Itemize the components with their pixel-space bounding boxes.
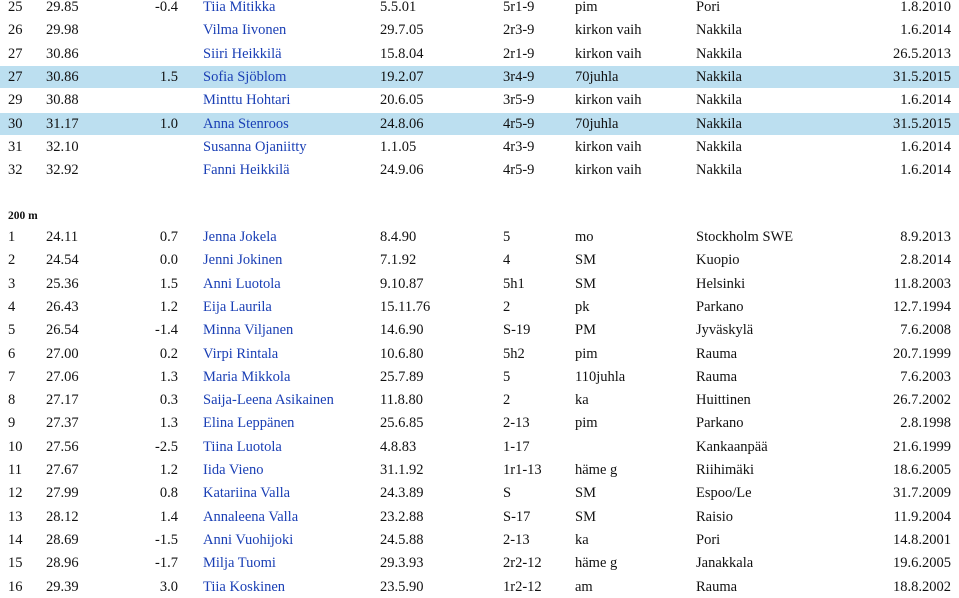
table-row: [0, 552, 959, 574]
cell-cat: 4r5-9: [503, 162, 535, 179]
table-row: [0, 43, 959, 65]
cell-time: 31.17: [46, 115, 79, 132]
cell-place: Nakkila: [696, 138, 742, 155]
cell-comp: PM: [575, 322, 596, 339]
cell-rank: 10: [8, 438, 23, 455]
cell-cat: 5h2: [503, 345, 525, 362]
cell-name[interactable]: Minttu Hohtari: [203, 92, 291, 109]
table-row: [0, 319, 959, 341]
cell-place: Nakkila: [696, 162, 742, 179]
cell-cat: 3r4-9: [503, 68, 535, 85]
cell-place: Riihimäki: [696, 462, 754, 478]
cell-name[interactable]: Siiri Heikkilä: [203, 45, 282, 62]
cell-time: 27.67: [46, 462, 79, 478]
cell-place: Kuopio: [696, 252, 740, 269]
cell-place: Rauma: [696, 368, 738, 385]
cell-date: 26.7.2002: [893, 392, 951, 409]
cell-dob: 19.2.07: [380, 68, 424, 85]
cell-name[interactable]: Maria Mikkola: [203, 368, 291, 385]
table-row: [0, 19, 959, 41]
cell-cat: 5r1-9: [503, 0, 535, 15]
cell-date: 11.8.2003: [893, 275, 951, 292]
cell-name[interactable]: Katariina Valla: [203, 485, 291, 502]
cell-dob: 31.1.92: [380, 462, 424, 478]
table-row: [0, 296, 959, 318]
cell-rank: 32: [8, 162, 23, 179]
cell-dob: 23.5.90: [380, 578, 424, 595]
cell-name[interactable]: Anni Luotola: [203, 275, 281, 292]
cell-cat: 5: [503, 368, 511, 385]
cell-rank: 12: [8, 485, 23, 502]
cell-name[interactable]: Anna Stenroos: [203, 115, 289, 132]
cell-dob: 25.7.89: [380, 368, 424, 385]
cell-comp: mo: [575, 229, 594, 245]
cell-dob: 29.3.93: [380, 555, 424, 572]
cell-name[interactable]: Tiia Mitikka: [203, 0, 276, 15]
cell-dob: 15.8.04: [380, 45, 424, 62]
cell-wind: 1.3: [159, 415, 178, 432]
cell-date: 14.8.2001: [893, 531, 951, 548]
table-row: [0, 0, 959, 18]
cell-comp: SM: [575, 252, 596, 269]
table-row: [0, 389, 959, 411]
cell-time: 27.06: [46, 368, 79, 385]
cell-comp: kirkon vaih: [575, 92, 642, 109]
cell-wind: 1.2: [159, 462, 178, 478]
cell-name[interactable]: Annaleena Valla: [203, 508, 299, 525]
cell-comp: SM: [575, 275, 596, 292]
cell-place: Raisio: [696, 508, 734, 525]
cell-name[interactable]: Virpi Rintala: [203, 345, 279, 362]
cell-place: Helsinki: [696, 275, 746, 292]
cell-place: Janakkala: [696, 555, 754, 572]
cell-comp: pim: [575, 415, 598, 432]
cell-time: 32.92: [46, 162, 79, 179]
cell-place: Nakkila: [696, 92, 742, 109]
cell-comp: SM: [575, 508, 596, 525]
table-row: [0, 576, 959, 598]
cell-rank: 11: [8, 462, 22, 478]
cell-name[interactable]: Anni Vuohijoki: [203, 531, 294, 548]
cell-rank: 7: [8, 368, 16, 385]
cell-cat: 1r1-13: [503, 462, 542, 478]
cell-time: 30.86: [46, 45, 79, 62]
cell-place: Pori: [696, 0, 721, 15]
table-row: [0, 529, 959, 551]
cell-rank: 9: [8, 415, 16, 432]
cell-dob: 20.6.05: [380, 92, 424, 109]
cell-wind: -0.4: [155, 0, 178, 15]
cell-comp: kirkon vaih: [575, 162, 642, 179]
cell-wind: -2.5: [155, 438, 178, 455]
table-row: [0, 482, 959, 504]
cell-date: 1.6.2014: [900, 162, 951, 179]
cell-date: 31.5.2015: [893, 68, 951, 85]
cell-rank: 13: [8, 508, 23, 525]
cell-cat: 2-13: [503, 531, 530, 548]
cell-date: 19.6.2005: [893, 555, 951, 572]
cell-cat: 2: [503, 298, 511, 315]
cell-dob: 9.10.87: [380, 275, 424, 292]
cell-cat: 4r3-9: [503, 138, 535, 155]
cell-time: 24.11: [46, 229, 79, 245]
cell-wind: -1.7: [155, 555, 178, 572]
cell-date: 2.8.2014: [900, 252, 951, 269]
cell-place: Espoo/Le: [696, 485, 752, 502]
cell-date: 1.6.2014: [900, 22, 951, 39]
cell-cat: 1r2-12: [503, 578, 542, 595]
cell-cat: 4: [503, 252, 511, 269]
cell-rank: 15: [8, 555, 23, 572]
cell-dob: 4.8.83: [380, 438, 417, 455]
cell-place: Nakkila: [696, 68, 742, 85]
cell-rank: 5: [8, 322, 16, 339]
cell-comp: häme g: [575, 462, 618, 478]
cell-dob: 25.6.85: [380, 415, 424, 432]
cell-dob: 15.11.76: [380, 298, 431, 315]
cell-cat: 5: [503, 229, 511, 245]
cell-name[interactable]: Saija-Leena Asikainen: [203, 392, 334, 409]
cell-wind: 3.0: [159, 578, 178, 595]
cell-comp: kirkon vaih: [575, 22, 642, 39]
cell-wind: 1.2: [159, 298, 178, 315]
table-row: [0, 506, 959, 528]
cell-time: 26.54: [46, 322, 79, 339]
cell-dob: 29.7.05: [380, 22, 424, 39]
table-row: [0, 436, 959, 458]
cell-comp: pim: [575, 345, 598, 362]
cell-wind: 0.8: [159, 485, 178, 502]
cell-time: 29.98: [46, 22, 79, 39]
cell-name[interactable]: Eija Laurila: [203, 298, 272, 315]
cell-cat: 2-13: [503, 415, 530, 432]
cell-time: 30.88: [46, 92, 79, 109]
cell-cat: 3r5-9: [503, 92, 535, 109]
table-row: [0, 66, 959, 88]
cell-wind: 0.0: [159, 252, 178, 269]
cell-rank: 4: [8, 298, 16, 315]
cell-cat: 4r5-9: [503, 115, 535, 132]
cell-name[interactable]: Iida Vieno: [203, 462, 264, 478]
cell-time: 29.39: [46, 578, 79, 595]
cell-time: 28.69: [46, 531, 79, 548]
cell-time: 29.85: [46, 0, 79, 15]
cell-date: 31.7.2009: [893, 485, 951, 502]
cell-comp: ka: [575, 531, 589, 548]
cell-comp: 110juhla: [575, 368, 626, 385]
cell-rank: 14: [8, 531, 23, 548]
cell-date: 7.6.2008: [900, 322, 951, 339]
cell-dob: 11.8.80: [380, 392, 423, 409]
cell-rank: 31: [8, 138, 23, 155]
table-row: [0, 273, 959, 295]
cell-date: 2.8.1998: [900, 415, 951, 432]
cell-place: Nakkila: [696, 45, 742, 62]
cell-comp: kirkon vaih: [575, 45, 642, 62]
cell-date: 11.9.2004: [893, 508, 951, 525]
cell-wind: -1.4: [155, 322, 178, 339]
cell-date: 1.6.2014: [900, 92, 951, 109]
cell-rank: 6: [8, 345, 16, 362]
cell-place: Nakkila: [696, 115, 742, 132]
cell-dob: 7.1.92: [380, 252, 417, 269]
cell-wind: 1.5: [159, 275, 178, 292]
cell-dob: 1.1.05: [380, 138, 417, 155]
cell-date: 31.5.2015: [893, 115, 951, 132]
cell-name[interactable]: Jenna Jokela: [203, 229, 277, 245]
cell-dob: 24.5.88: [380, 531, 424, 548]
cell-cat: 2: [503, 392, 511, 409]
cell-rank: 2: [8, 252, 16, 269]
cell-date: 26.5.2013: [893, 45, 951, 62]
cell-comp: pim: [575, 0, 598, 15]
cell-comp: 70juhla: [575, 68, 619, 85]
cell-time: 27.37: [46, 415, 79, 432]
cell-name[interactable]: Vilma Iivonen: [203, 22, 287, 39]
cell-place: Stockholm SWE: [696, 229, 794, 245]
cell-dob: 23.2.88: [380, 508, 424, 525]
cell-time: 25.36: [46, 275, 79, 292]
cell-date: 20.7.1999: [893, 345, 951, 362]
table-row: [0, 226, 959, 248]
table-row: [0, 249, 959, 271]
cell-place: Nakkila: [696, 22, 742, 39]
cell-wind: 0.2: [159, 345, 178, 362]
cell-cat: 2r3-9: [503, 22, 535, 39]
cell-name[interactable]: Milja Tuomi: [203, 555, 276, 572]
cell-rank: 16: [8, 578, 23, 595]
cell-date: 18.8.2002: [893, 578, 951, 595]
cell-dob: 5.5.01: [380, 0, 417, 15]
cell-place: Huittinen: [696, 392, 751, 409]
cell-rank: 27: [8, 45, 23, 62]
cell-place: Rauma: [696, 345, 738, 362]
cell-dob: 24.3.89: [380, 485, 424, 502]
cell-name[interactable]: Elina Leppänen: [203, 415, 295, 432]
cell-rank: 26: [8, 22, 23, 39]
cell-time: 27.17: [46, 392, 79, 409]
cell-dob: 14.6.90: [380, 322, 424, 339]
cell-cat: 2r2-12: [503, 555, 542, 572]
cell-time: 24.54: [46, 252, 79, 269]
cell-date: 8.9.2013: [900, 229, 951, 245]
cell-cat: 5h1: [503, 275, 525, 292]
cell-rank: 25: [8, 0, 23, 15]
cell-time: 32.10: [46, 138, 79, 155]
cell-rank: 3: [8, 275, 16, 292]
cell-dob: 8.4.90: [380, 229, 417, 245]
table-row: [0, 136, 959, 158]
cell-name[interactable]: Fanni Heikkilä: [203, 162, 290, 179]
table-row: [0, 113, 959, 135]
cell-time: 28.96: [46, 555, 79, 572]
cell-date: 1.6.2014: [900, 138, 951, 155]
cell-cat: S: [503, 485, 512, 502]
cell-place: Pori: [696, 531, 721, 548]
cell-place: Rauma: [696, 578, 738, 595]
table-row: [0, 343, 959, 365]
cell-rank: 1: [8, 229, 16, 245]
cell-date: 18.6.2005: [893, 462, 951, 478]
cell-comp: am: [575, 578, 593, 595]
cell-name[interactable]: Susanna Ojaniitty: [203, 138, 307, 155]
cell-dob: 10.6.80: [380, 345, 424, 362]
table-row: [0, 159, 959, 181]
table-row: [0, 89, 959, 111]
cell-time: 28.12: [46, 508, 79, 525]
cell-date: 12.7.1994: [893, 298, 951, 315]
cell-wind: -1.5: [155, 531, 178, 548]
cell-time: 30.86: [46, 68, 79, 85]
cell-comp: kirkon vaih: [575, 138, 642, 155]
cell-name[interactable]: Tiia Koskinen: [203, 578, 286, 595]
cell-rank: 8: [8, 392, 16, 409]
cell-comp: ka: [575, 392, 589, 409]
cell-date: 1.8.2010: [900, 0, 951, 15]
cell-place: Parkano: [696, 415, 744, 432]
cell-date: 21.6.1999: [893, 438, 951, 455]
cell-dob: 24.9.06: [380, 162, 424, 179]
cell-cat: 1-17: [503, 438, 530, 455]
cell-cat: 2r1-9: [503, 45, 535, 62]
cell-rank: 29: [8, 92, 23, 109]
cell-date: 7.6.2003: [900, 368, 951, 385]
cell-wind: 0.7: [159, 229, 178, 245]
cell-comp: 70juhla: [575, 115, 619, 132]
cell-wind: 0.3: [159, 392, 178, 409]
cell-dob: 24.8.06: [380, 115, 424, 132]
cell-comp: SM: [575, 485, 596, 502]
table-row: [0, 459, 959, 481]
cell-rank: 30: [8, 115, 23, 132]
cell-cat: S-17: [503, 508, 531, 525]
cell-time: 26.43: [46, 298, 79, 315]
cell-rank: 27: [8, 68, 23, 85]
cell-name[interactable]: Tiina Luotola: [203, 438, 282, 455]
cell-place: Jyväskylä: [696, 322, 754, 339]
cell-time: 27.56: [46, 438, 79, 455]
cell-time: 27.99: [46, 485, 79, 502]
section-title-200m: 200 m: [8, 210, 38, 222]
cell-wind: 1.3: [159, 368, 178, 385]
cell-wind: 1.4: [159, 508, 178, 525]
cell-place: Parkano: [696, 298, 744, 315]
cell-time: 27.00: [46, 345, 79, 362]
cell-cat: S-19: [503, 322, 531, 339]
cell-wind: 1.0: [159, 115, 178, 132]
cell-comp: pk: [575, 298, 590, 315]
cell-name[interactable]: Jenni Jokinen: [203, 252, 283, 269]
table-row: [0, 412, 959, 434]
cell-name[interactable]: Minna Viljanen: [203, 322, 294, 339]
cell-comp: häme g: [575, 555, 618, 572]
cell-wind: 1.5: [159, 68, 178, 85]
cell-place: Kankaanpää: [696, 438, 768, 455]
table-row: [0, 366, 959, 388]
cell-name[interactable]: Sofia Sjöblom: [203, 68, 287, 85]
